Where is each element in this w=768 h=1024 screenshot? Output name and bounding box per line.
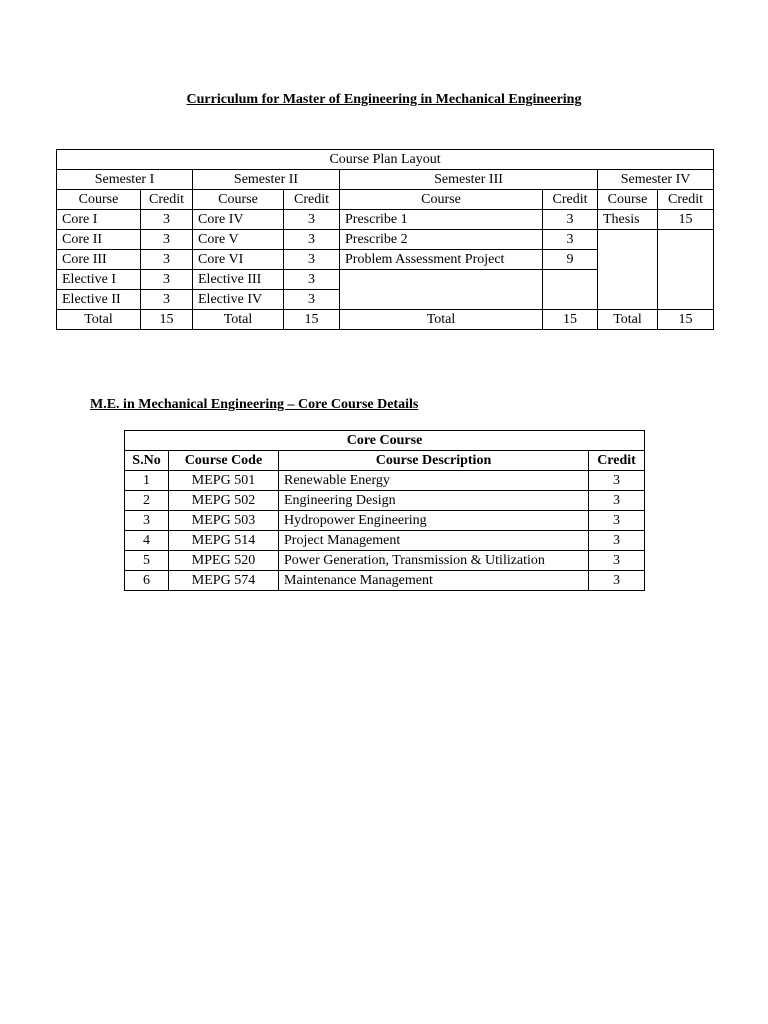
total-row	[57, 310, 714, 330]
column-header: S.No	[125, 451, 169, 471]
course-cell: Thesis	[598, 210, 658, 230]
course-cell: Prescribe 1	[340, 210, 543, 230]
semester-header: Semester I	[57, 170, 193, 190]
credit-cell: 3	[543, 210, 598, 230]
course-cell: Core III	[57, 250, 141, 270]
course-plan-table	[56, 149, 714, 330]
column-header: Credit	[141, 190, 193, 210]
table-row	[57, 230, 714, 250]
core-caption: Core Course	[125, 431, 645, 451]
table-row	[125, 551, 645, 571]
table-row	[57, 210, 714, 230]
credit-cell: 9	[543, 250, 598, 270]
sno-cell: 4	[125, 531, 169, 551]
credit-cell: 3	[141, 290, 193, 310]
course-cell: Elective I	[57, 270, 141, 290]
course-description-cell: Engineering Design	[279, 491, 589, 511]
column-header: Course	[340, 190, 543, 210]
sno-cell: 5	[125, 551, 169, 571]
total-value: 15	[141, 310, 193, 330]
course-code-cell: MEPG 574	[169, 571, 279, 591]
empty-cell	[340, 270, 543, 310]
credit-cell: 3	[589, 531, 645, 551]
course-cell: Elective IV	[193, 290, 284, 310]
sno-cell: 6	[125, 571, 169, 591]
sno-cell: 2	[125, 491, 169, 511]
credit-cell: 3	[284, 250, 340, 270]
credit-cell: 3	[284, 270, 340, 290]
course-cell: Elective II	[57, 290, 141, 310]
total-label: Total	[340, 310, 543, 330]
semester-header: Semester IV	[598, 170, 714, 190]
total-value: 15	[284, 310, 340, 330]
total-label: Total	[57, 310, 141, 330]
empty-cell	[598, 230, 658, 310]
credit-cell: 3	[141, 250, 193, 270]
course-description-cell: Project Management	[279, 531, 589, 551]
credit-cell: 3	[589, 551, 645, 571]
credit-cell: 3	[284, 290, 340, 310]
course-cell: Core II	[57, 230, 141, 250]
credit-cell: 3	[284, 210, 340, 230]
course-cell: Core V	[193, 230, 284, 250]
total-label: Total	[598, 310, 658, 330]
table-row	[125, 491, 645, 511]
credit-cell: 3	[543, 230, 598, 250]
column-header: Course	[193, 190, 284, 210]
column-header: Credit	[543, 190, 598, 210]
semester-header: Semester III	[340, 170, 598, 190]
column-header: Credit	[658, 190, 714, 210]
total-value: 15	[658, 310, 714, 330]
course-description-cell: Maintenance Management	[279, 571, 589, 591]
column-header: Course	[598, 190, 658, 210]
course-description-cell: Renewable Energy	[279, 471, 589, 491]
course-code-cell: MEPG 501	[169, 471, 279, 491]
credit-cell: 3	[141, 210, 193, 230]
column-header: Course Description	[279, 451, 589, 471]
course-cell: Prescribe 2	[340, 230, 543, 250]
core-section-title: M.E. in Mechanical Engineering – Core Course Details	[90, 397, 419, 412]
total-value: 15	[543, 310, 598, 330]
core-course-table	[124, 430, 645, 591]
column-header: Credit	[589, 451, 645, 471]
sno-cell: 3	[125, 511, 169, 531]
credit-cell: 3	[589, 491, 645, 511]
course-code-cell: MEPG 502	[169, 491, 279, 511]
course-code-cell: MEPG 514	[169, 531, 279, 551]
course-cell: Core IV	[193, 210, 284, 230]
empty-cell	[543, 270, 598, 310]
credit-cell: 3	[589, 511, 645, 531]
empty-cell	[658, 230, 714, 310]
column-header: Course Code	[169, 451, 279, 471]
course-code-cell: MEPG 503	[169, 511, 279, 531]
course-cell: Core VI	[193, 250, 284, 270]
sno-cell: 1	[125, 471, 169, 491]
course-code-cell: MPEG 520	[169, 551, 279, 571]
credit-cell: 3	[589, 571, 645, 591]
credit-cell: 3	[589, 471, 645, 491]
column-header: Course	[57, 190, 141, 210]
semester-header: Semester II	[193, 170, 340, 190]
credit-cell: 3	[284, 230, 340, 250]
document-title: Curriculum for Master of Engineering in Mechanical Engineering	[186, 92, 582, 107]
plan-caption: Course Plan Layout	[57, 150, 714, 170]
table-row	[125, 471, 645, 491]
table-row	[125, 511, 645, 531]
table-row	[125, 531, 645, 551]
course-description-cell: Hydropower Engineering	[279, 511, 589, 531]
course-cell: Core I	[57, 210, 141, 230]
credit-cell: 3	[141, 230, 193, 250]
table-row	[125, 571, 645, 591]
course-cell: Elective III	[193, 270, 284, 290]
credit-cell: 15	[658, 210, 714, 230]
total-label: Total	[193, 310, 284, 330]
column-header: Credit	[284, 190, 340, 210]
credit-cell: 3	[141, 270, 193, 290]
course-cell: Problem Assessment Project	[340, 250, 543, 270]
course-description-cell: Power Generation, Transmission & Utilization	[279, 551, 589, 571]
